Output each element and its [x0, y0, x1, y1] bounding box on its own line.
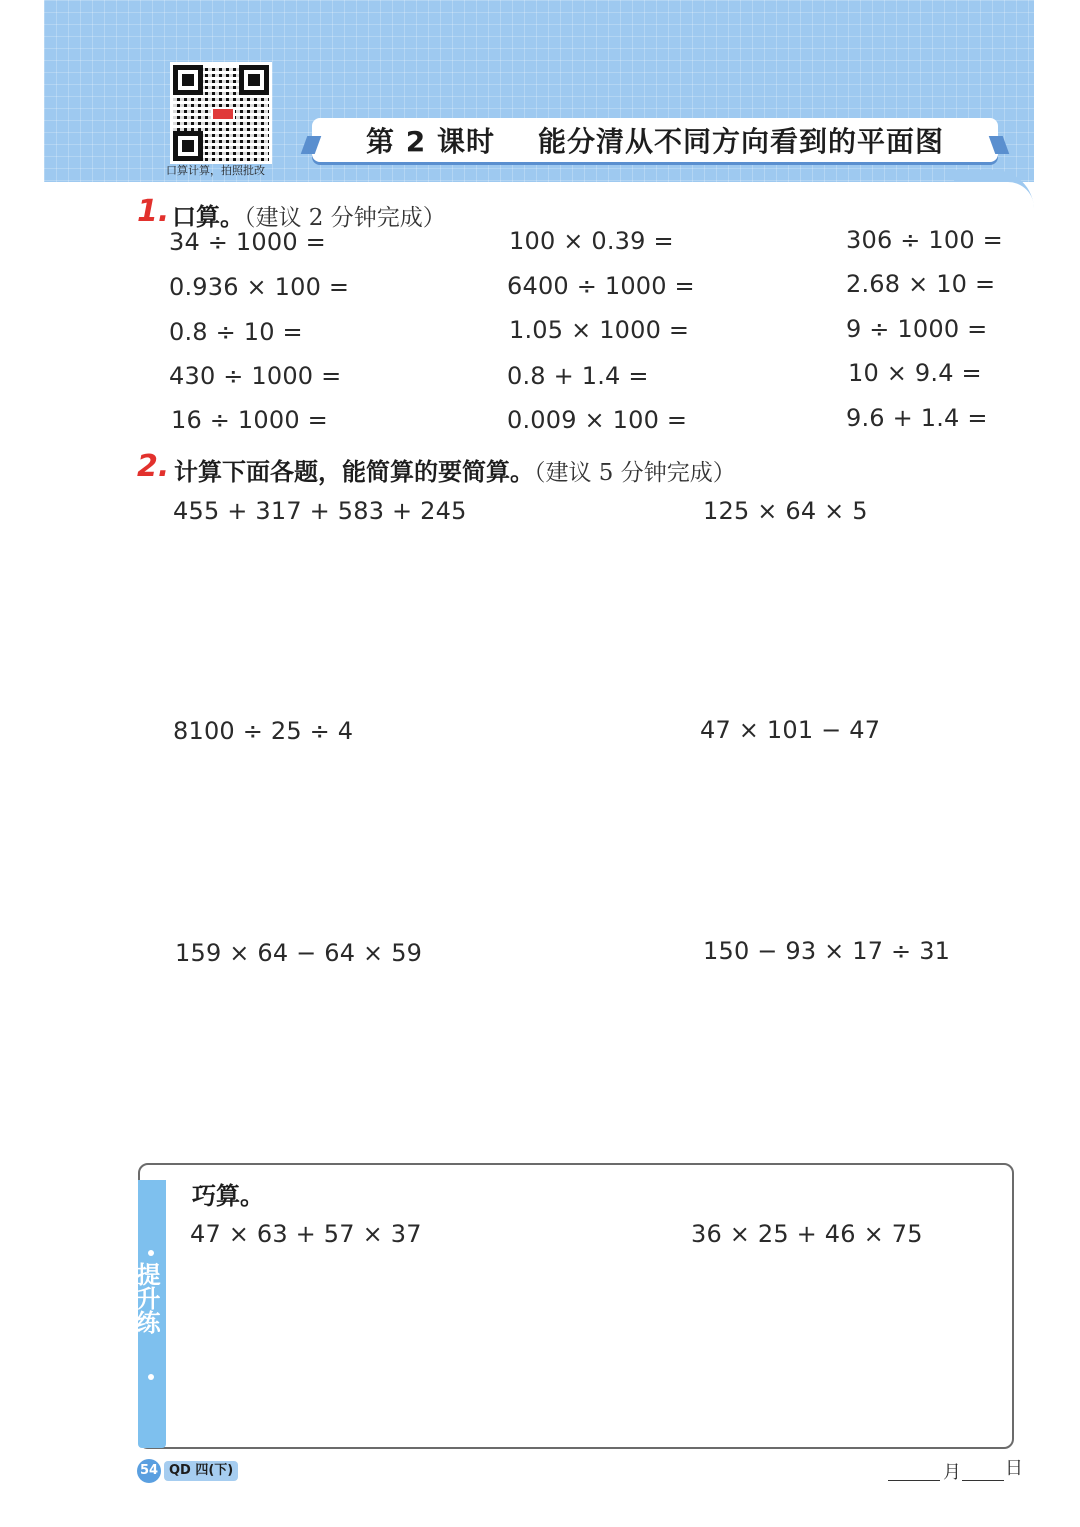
section1-heading — [172, 197, 446, 232]
day-blank[interactable] — [962, 1480, 1004, 1481]
side-dot — [148, 1250, 154, 1256]
qr-finder-bottom-left — [173, 131, 203, 161]
calc-problem: 455 + 317 + 583 + 245 — [173, 497, 467, 525]
oral-problem: 0.009 × 100 = — [507, 406, 688, 434]
side-dot — [148, 1374, 154, 1380]
section2-number: 2. — [137, 449, 170, 484]
calc-problem: 159 × 64 − 64 × 59 — [175, 939, 423, 967]
section2-title: 计算下面各题，能简算的要简算。 — [174, 458, 534, 486]
oral-problem: 10 × 9.4 = — [848, 359, 982, 387]
oral-problem: 16 ÷ 1000 = — [171, 406, 328, 434]
boost-title: 巧算。 — [192, 1182, 264, 1210]
oral-problem: 1.05 × 1000 = — [509, 316, 690, 344]
lesson-title: 第 2 课时 能分清从不同方向看到的平面图 — [366, 125, 944, 158]
oral-problem: 9.6 + 1.4 = — [846, 404, 988, 432]
boost-practice-box — [132, 1163, 1014, 1449]
qr-code[interactable] — [170, 62, 272, 164]
month-blank[interactable] — [888, 1480, 940, 1481]
oral-problem: 0.8 + 1.4 = — [507, 362, 649, 390]
oral-problem: 0.8 ÷ 10 = — [169, 318, 303, 346]
boost-problem: 47 × 63 + 57 × 37 — [190, 1220, 422, 1248]
qr-logo — [211, 107, 235, 121]
section2-hint: （建议 5 分钟完成） — [534, 460, 736, 486]
section2-heading — [174, 452, 736, 487]
month-label: 月 — [943, 1462, 961, 1483]
edition-badge: QD 四(下) — [164, 1461, 238, 1481]
boost-side-label: 提升练 — [132, 1262, 160, 1334]
oral-problem: 2.68 × 10 = — [846, 270, 996, 298]
section1-number: 1. — [137, 194, 170, 229]
oral-problem: 9 ÷ 1000 = — [846, 315, 988, 343]
page-number: 54 — [137, 1459, 161, 1483]
section1-hint: （建议 2 分钟完成） — [244, 205, 446, 231]
section1-title: 口算。 — [172, 203, 244, 231]
day-label: 日 — [1005, 1458, 1023, 1479]
calc-problem: 47 × 101 − 47 — [700, 716, 881, 744]
boost-problem: 36 × 25 + 46 × 75 — [691, 1220, 923, 1248]
oral-problem: 430 ÷ 1000 = — [169, 362, 342, 390]
calc-problem: 150 − 93 × 17 ÷ 31 — [703, 937, 951, 965]
oral-problem: 6400 ÷ 1000 = — [507, 272, 695, 300]
calc-problem: 8100 ÷ 25 ÷ 4 — [173, 717, 354, 745]
qr-finder-top-left — [173, 65, 203, 95]
oral-problem: 100 × 0.39 = — [509, 227, 674, 255]
oral-problem: 306 ÷ 100 = — [846, 226, 1003, 254]
oral-problem: 0.936 × 100 = — [169, 273, 350, 301]
lesson-title-tab — [312, 118, 998, 162]
qr-finder-top-right — [239, 65, 269, 95]
qr-caption: 口算计算，拍照批改 — [166, 164, 265, 177]
oral-problem: 34 ÷ 1000 = — [169, 228, 326, 256]
calc-problem: 125 × 64 × 5 — [703, 497, 868, 525]
